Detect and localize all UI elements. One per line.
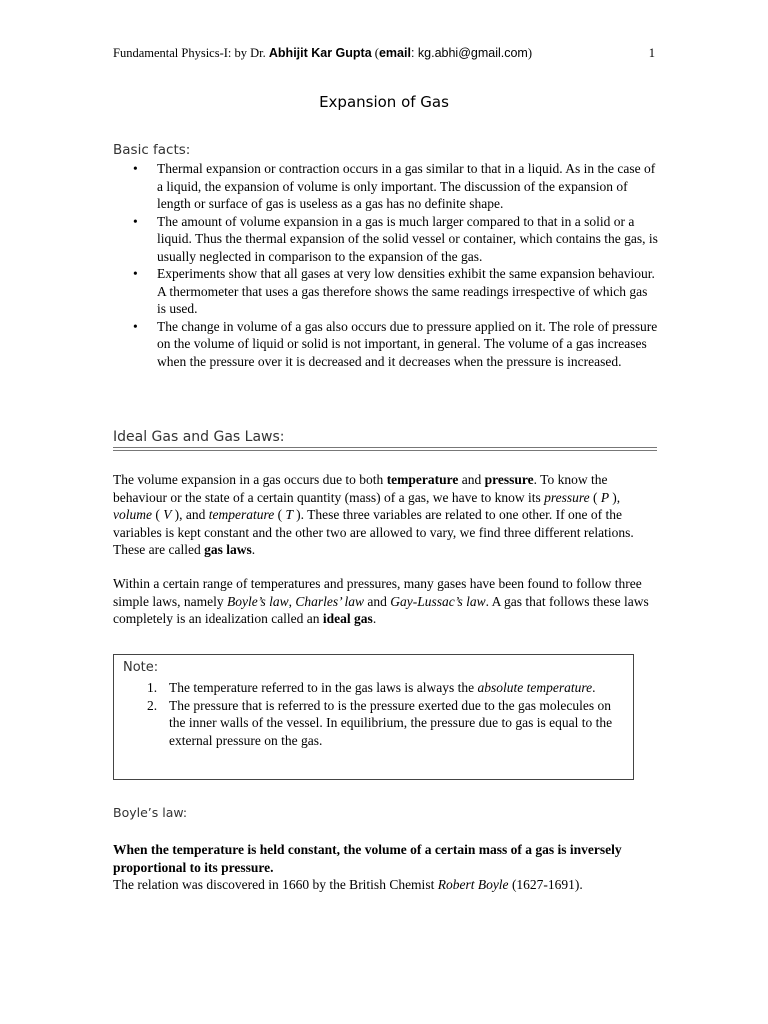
- text-run: (: [589, 489, 598, 505]
- section-divider: [113, 450, 657, 451]
- gas-variables-paragraph: [113, 471, 658, 559]
- ideal-gas-heading: Ideal Gas and Gas Laws:: [113, 429, 285, 445]
- list-item-text: The temperature referred to in the gas laws is always the: [169, 680, 478, 695]
- document-title: Expansion of Gas: [319, 93, 449, 111]
- bullet-icon: •: [133, 318, 138, 334]
- text-run: ). These three variables are related to one other. If one of the variables is kept constant and the other two are allowed to vary, we find three different relations. These are called: [113, 507, 634, 557]
- header-close-paren: ): [527, 46, 533, 60]
- text-run: (: [274, 507, 283, 522]
- list-item-text: Thermal expansion or contraction occurs in a gas similar to that in a liquid. As in the case of a liquid, the expansion of volume is only important. The discussion of the expansion of length or surface of gas is useless as a gas has no definite shape.: [157, 161, 656, 211]
- text-run: (1627-1691).: [508, 877, 583, 892]
- text-run: and: [458, 472, 485, 487]
- note-box: [113, 654, 634, 780]
- term-temperature-italic: temperature: [208, 507, 275, 522]
- note-list: [123, 679, 623, 749]
- header-author: Abhijit Kar Gupta: [268, 46, 372, 60]
- symbol-p: P: [597, 489, 613, 505]
- header-email-sep: :: [410, 46, 418, 60]
- list-item: [113, 213, 658, 266]
- term-volume-italic: volume: [113, 507, 152, 522]
- list-item: [123, 679, 623, 697]
- list-item-text: The amount of volume expansion in a gas is much larger compared to that in a solid or a liquid. Thus the thermal expansion of the solid vessel or container, which contains the gas, is usually neglected in comparison to the expansion of the gas.: [157, 213, 658, 264]
- header-prefix: Fundamental Physics-I: by Dr.: [113, 46, 269, 60]
- list-item-text: The change in volume of a gas also occurs due to pressure applied on it. The role of pressure on the volume of liquid or solid is not important, in general. The volume of a gas increases when the pressure over it is decreased and it decreases when the pressure is increased.: [157, 318, 658, 369]
- symbol-v: V: [159, 507, 175, 522]
- page-header: [113, 46, 655, 61]
- term-gas-laws: gas laws: [204, 542, 252, 557]
- text-run: The volume expansion in a gas occurs due to both: [113, 472, 387, 487]
- boyles-law-history: [113, 876, 673, 894]
- term-pressure-italic: pressure: [544, 489, 590, 505]
- page-number: 1: [648, 46, 655, 60]
- list-number: 2.: [147, 697, 158, 713]
- symbol-t: T: [282, 507, 297, 522]
- section-divider: [113, 447, 657, 448]
- boyles-law-statement: When the temperature is held constant, the volume of a certain mass of a gas is inversely proportional to its pressure.: [113, 842, 622, 875]
- text-run: and: [364, 593, 391, 609]
- header-open-paren: (: [371, 46, 379, 60]
- gas-laws-paragraph: [113, 575, 658, 628]
- header-email-label: email: [378, 46, 411, 60]
- text-run: ,: [288, 593, 296, 609]
- text-run: .: [251, 542, 256, 557]
- list-item-text: The pressure that is referred to is the pressure exerted due to the gas molecules on the inner walls of the vessel. In equilibrium, the pressure due to gas is equal to the external pressure on the gas.: [169, 697, 613, 748]
- text-run: .: [372, 611, 377, 626]
- note-title: Note:: [123, 660, 159, 675]
- term-gay-lussacs-law: Gay-Lussac’s law: [390, 593, 486, 609]
- text-run: The relation was discovered in 1660 by the British Chemist: [113, 877, 438, 892]
- header-email[interactable]: kg.abhi@gmail.com: [417, 46, 528, 60]
- term-absolute-temperature: absolute temperature: [477, 680, 593, 695]
- term-pressure: pressure: [484, 472, 534, 487]
- list-number: 1.: [147, 680, 158, 695]
- list-item: [113, 160, 658, 213]
- term-charles-law: Charles’ law: [295, 593, 364, 609]
- bullet-icon: •: [133, 266, 138, 281]
- text-run: . To know the behaviour or the state of a certain quantity (mass) of a gas, we have to know its: [113, 472, 608, 505]
- text-run: (: [151, 507, 160, 522]
- text-run: .: [592, 680, 596, 695]
- term-robert-boyle: Robert Boyle: [437, 877, 509, 892]
- bullet-icon: •: [133, 161, 138, 176]
- term-temperature: temperature: [386, 472, 459, 487]
- text-run: . A gas that follows these laws completely is an idealization called an: [113, 593, 649, 626]
- boyles-law-heading: Boyle’s law:: [113, 805, 188, 820]
- text-run: Within a certain range of temperatures and pressures, many gases have been found to follow three simple laws, namely: [113, 576, 642, 609]
- basic-facts-heading: Basic facts:: [113, 142, 191, 158]
- list-item: [113, 318, 658, 371]
- term-boyles-law: Boyle’s law: [226, 593, 289, 609]
- list-item: [123, 697, 623, 750]
- text-run: ),: [612, 489, 621, 505]
- basic-facts-list: [113, 160, 658, 370]
- list-item-text: Experiments show that all gases at very low densities exhibit the same expansion behaviour. A thermometer that uses a gas therefore shows the same readings irrespective of which gas is used.: [157, 266, 655, 316]
- bullet-icon: •: [133, 213, 138, 229]
- term-ideal-gas: ideal gas: [322, 611, 373, 626]
- list-item: [113, 265, 658, 318]
- text-run: ), and: [174, 507, 209, 522]
